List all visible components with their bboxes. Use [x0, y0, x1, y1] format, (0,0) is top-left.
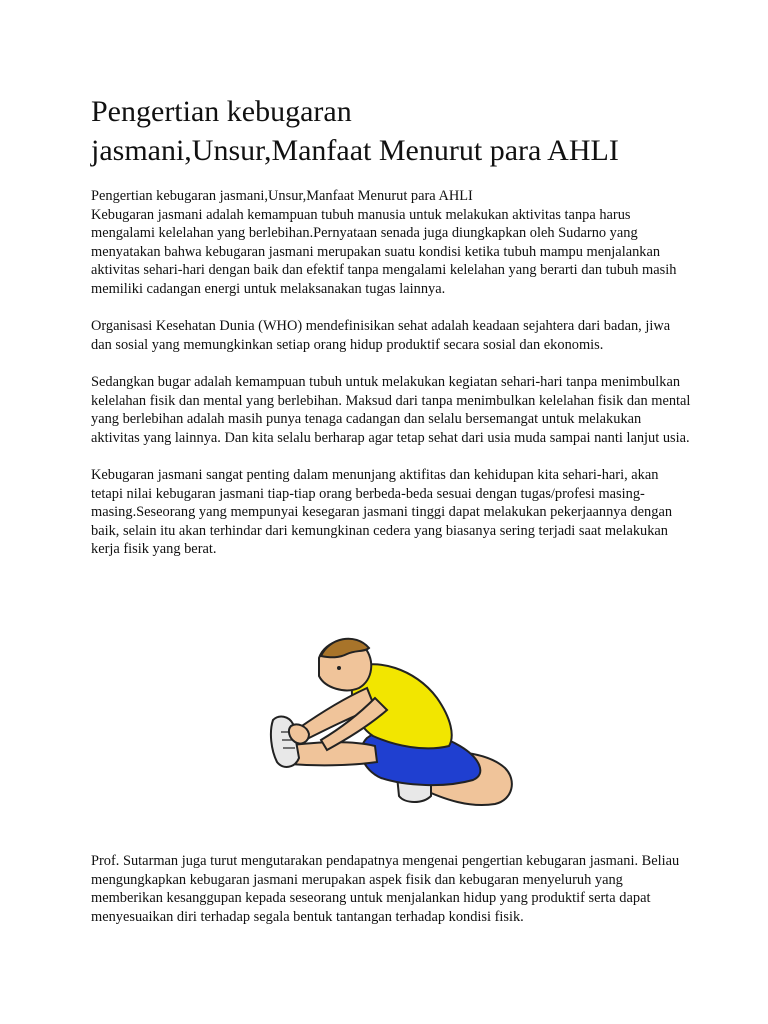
document-page: [91, 92, 691, 577]
paragraph-importance: Kebugaran jasmani sangat penting dalam menunjang aktifitas dan kehidupan kita sehari-hari, akan tetapi nilai kebugaran jasmani tiap-tiap orang berbeda-beda sesuai dengan tugas/profesi masing-masing.Seseorang yang mempunyai kesegaran jasmani tinggi dapat melakukan pekerjaannya dengan baik, selain itu akan terhindar dari kemungkinan cedera yang biasanya sering terjadi saat melakukan kerja fisik yang berat.: [91, 466, 673, 558]
title-line-2: jasmani,Unsur,Manfaat Menurut para AHLI: [91, 134, 619, 167]
document-body: [91, 187, 691, 559]
document-body-continued: [91, 852, 691, 926]
paragraph-bugar: Sedangkan bugar adalah kemampuan tubuh untuk melakukan kegiatan sehari-hari tanpa menimbulkan kelelahan fisik dan mental yang berlebihan. Maksud dari tanpa menimbulkan kelelahan fisik dan mental yang berlebihan adalah masih punya tenaga cadangan dan selalu bersemangat untuk melakukan aktivitas yang lainnya. Dan kita selalu berharap agar tetap sehat dari usia muda sampai nanti lanjut usia.: [91, 373, 691, 446]
document-title: [91, 92, 691, 170]
paragraph-who: Organisasi Kesehatan Dunia (WHO) mendefinisikan sehat adalah keadaan sejahtera dari badan, jiwa dan sosial yang memungkinkan setiap orang hidup produktif secara sosial dan ekonomis.: [91, 318, 671, 353]
stretching-person-illustration: [255, 628, 525, 814]
title-line-1: Pengertian kebugaran: [91, 95, 352, 128]
paragraph-sutarman: Prof. Sutarman juga turut mengutarakan pendapatnya mengenai pengertian kebugaran jasmani. Beliau mengungkapkan kebugaran jasmani merupakan aspek fisik dan kebugaran menyeluruh yang memberikan kesanggupan kepada seseorang untuk menjalankan hidup yang produktif serta dapat menyesuaikan diri terhadap segala bentuk tantangan terhadap kondisi fisik.: [91, 853, 680, 925]
paragraph-intro: Pengertian kebugaran jasmani,Unsur,Manfaat Menurut para AHLI Kebugaran jasmani adalah kemampuan tubuh manusia untuk melakukan aktivitas tanpa harus mengalami kelelahan yang berlebihan.Pernyataan senada juga diungkapkan oleh Sudarno yang menyatakan bahwa kebugaran jasmani merupakan suatu kondisi ketika tubuh mampu menjalankan aktivitas sehari-hari dengan baik dan efektif tanpa mengalami kelelahan yang berarti dan tubuh masih memiliki cadangan energi untuk melaksanakan tugas lainnya.: [91, 188, 677, 297]
